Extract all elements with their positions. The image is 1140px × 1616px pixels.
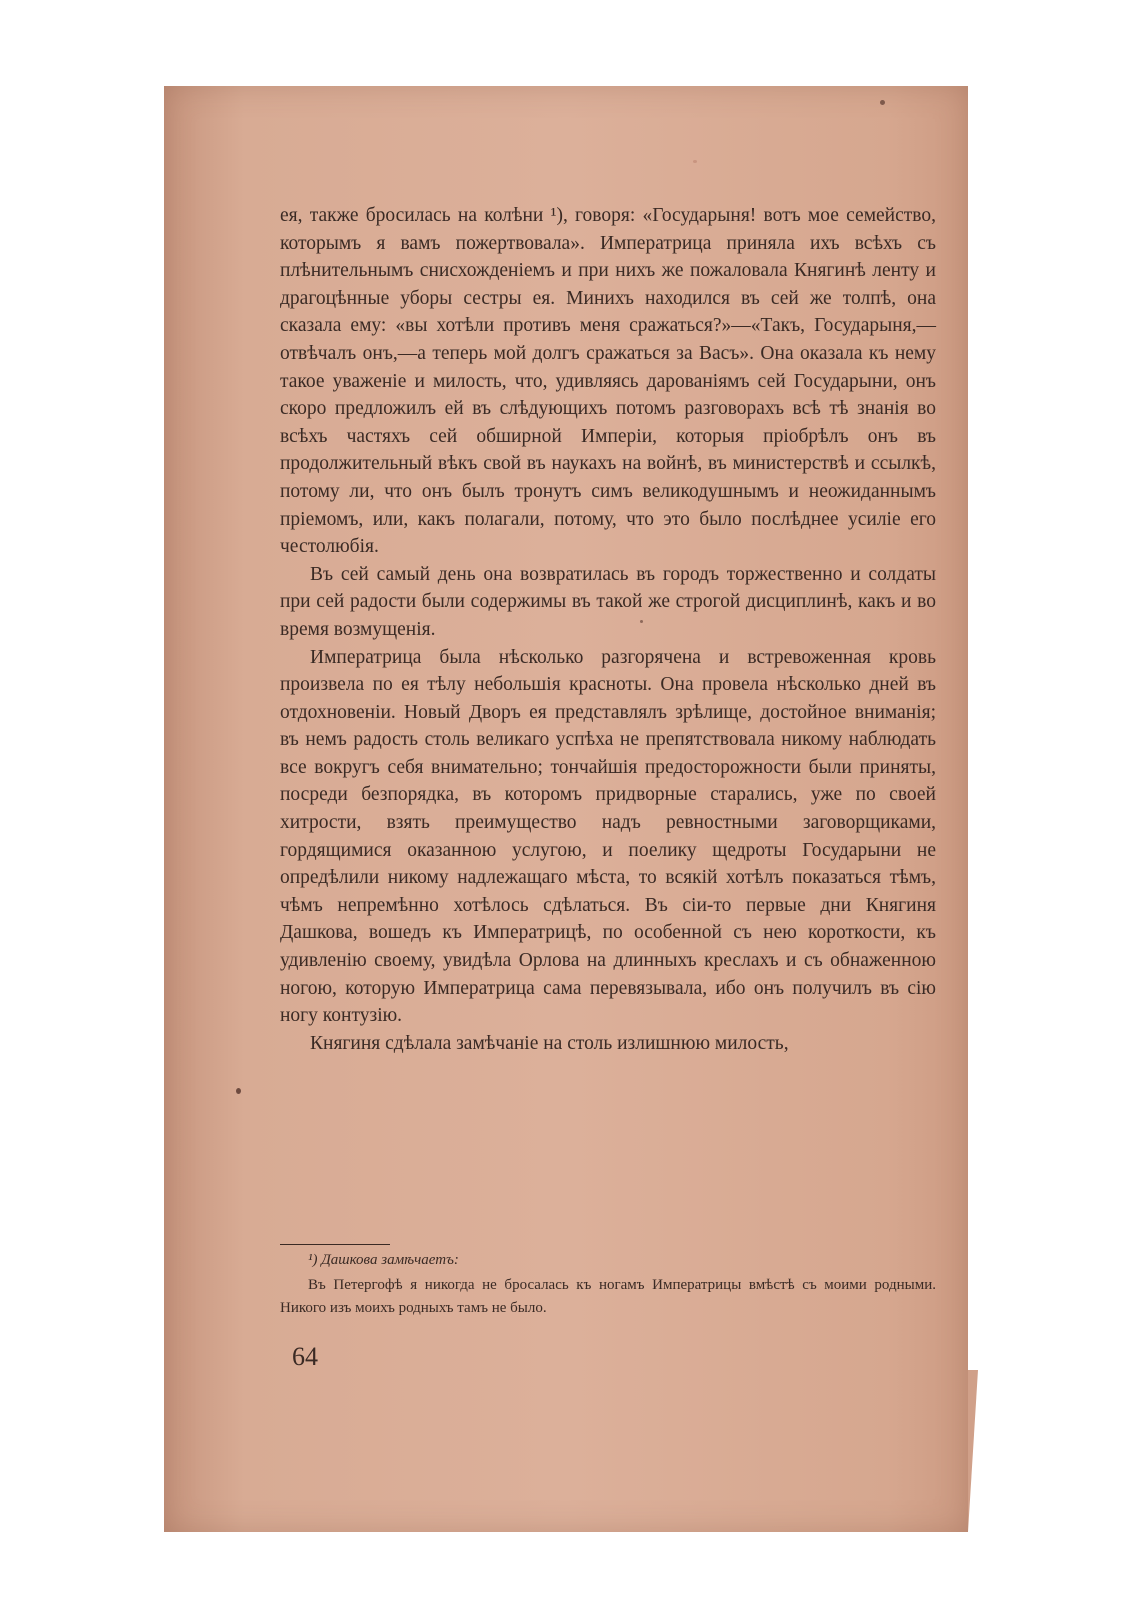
- paragraph-3: Императрица была нѣсколько разгорячена и встревоженная кровь произвела по ея тѣлу небольшія красноты. Она провела нѣсколько дней въ отдохновеніи. Новый Дворъ ея представлялъ зрѣлище, достойное вниманія; въ немъ радость столь великаго успѣха не препятствовала никому наблюдать все вокругъ себя внимательно; тончайшія предосторожности были приняты, посреди безпорядка, въ которомъ придворные старались, уже по своей хитрости, взять преимущество надъ ревностными заговорщиками, гордящимися оказанною услугою, и поелику щедроты Государыни не опредѣлили никому надлежащаго мѣста, то всякій хотѣлъ показаться тѣмъ, чѣмъ непремѣнно хотѣлось сдѣлаться. Въ сіи-то первые дни Княгиня Дашкова, вошедъ къ Императрицѣ, по особенной съ нею короткости, къ удивленію своему, увидѣла Орлова на длинныхъ креслахъ и съ обнаженною ногою, которую Императрица сама перевязывала, ибо онъ получилъ въ сію ногу контузію.: [280, 646, 936, 1027]
- paragraph-2: Въ сей самый день она возвратилась въ городъ торжественно и солдаты при сей радости были содержимы въ такой же строгой дисциплинѣ, какъ и во время возмущенія.: [280, 563, 936, 640]
- torn-page-edge: [968, 1370, 978, 1532]
- footnote-heading: ¹) Дашкова замѣчаетъ:: [308, 1252, 459, 1268]
- page-number: 64: [292, 1342, 318, 1371]
- body-text: [280, 202, 936, 1057]
- footnote-text: Въ Петергофѣ я никогда не бросалась къ ногамъ Императрицы вмѣстѣ съ моими родными. Никого изъ моихъ родныхъ тамъ не было.: [280, 1277, 936, 1316]
- paper-speck: [693, 160, 697, 163]
- paragraph-4: Княгиня сдѣлала замѣчаніе на столь излишнюю милость,: [310, 1032, 789, 1054]
- paragraph-1: ея, также бросилась на колѣни ¹), говоря: «Государыня! вотъ мое семейство, которымъ я вамъ пожертвовала». Императрица приняла ихъ всѣхъ съ плѣнительнымъ снисхожденіемъ и при нихъ же пожаловала Княгинѣ ленту и драгоцѣнные уборы сестры ея. Минихъ находился въ сей же толпѣ, она сказала ему: «вы хотѣли противъ меня сражаться?»—«Такъ, Государыня,—отвѣчалъ онъ,—а теперь мой долгъ сражаться за Васъ». Она оказала къ нему такое уваженіе и милость, что, удивляясь дарованіямъ сей Государыни, онъ скоро предложилъ ей въ слѣдующихъ потомъ разговорахъ всѣ тѣ знанія во всѣхъ частяхъ сей обширной Имперіи, которыя пріобрѣлъ онъ въ продолжительный вѣкъ свой въ наукахъ на войнѣ, въ министерствѣ и ссылкѣ, потому ли, что онъ былъ тронутъ симъ великодушнымъ и неожиданнымъ пріемомъ, или, какъ полагали, потому, что это было послѣднее усиліе его честолюбія.: [280, 205, 936, 558]
- footnote-divider: [280, 1244, 390, 1245]
- paper-speck: [880, 100, 885, 105]
- paper-speck: [236, 1088, 241, 1094]
